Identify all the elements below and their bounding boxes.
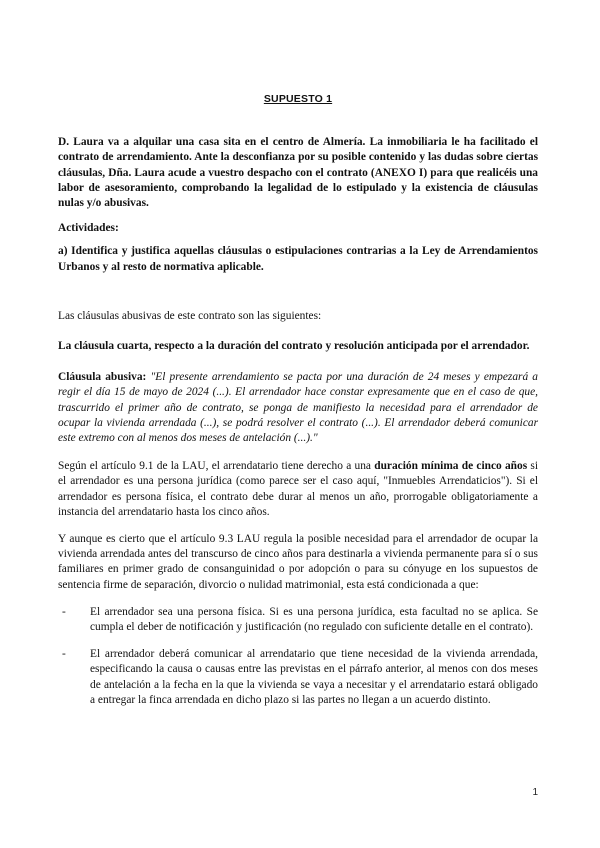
article-9-3-paragraph: Y aunque es cierto que el artículo 9.3 LAU regula la posible necesidad para el arrendador de ocupar la vivienda arrendada antes del transcurso de cinco años para destinarla a vivienda permanente para sí o sus familiares en primer grado de consanguinidad o por adopción o para su cónyuge en los supuestos de sentencia firme de separación, divorcio o nulidad matrimonial, esta está condicionada a que: bbox=[58, 533, 538, 591]
para1-highlight: duración mínima de cinco años bbox=[374, 460, 528, 473]
intro-paragraph: D. Laura va a alquilar una casa sita en el centro de Almería. La inmobiliaria le ha facilitado el contrato de arrendamiento. Ante la desconfianza por su posible contenido y las dudas sobre ciertas cláusulas, Dña. Laura acude a vuestro despacho con el contrato (ANEXO I) para que realicéis una labor de asesoramiento, comprobando la legalidad de lo estipulado y la existencia de cláusulas nulas y/o abusivas. bbox=[58, 136, 538, 210]
list-item-text: El arrendador sea una persona física. Si es una persona jurídica, esta facultad no se aplica. Se cumpla el deber de notificación y justificación (no regulado con suficiente detalle en el contrato). bbox=[90, 605, 538, 634]
clause-text: "El presente arrendamiento se pacta por una duración de 24 meses y empezará a regir el día 15 de mayo de 2024 (...). El arrendador hace constar expresamente que en el caso de que, trascurrido el primer año de contrato, se ponga de manifiesto la necesidad para el arrendador de ocupar la vivienda arrendada (...), se podrá resolver el contrato (...). El arrendador deberá comunicar este extremo con al menos dos meses de antelación (...)." bbox=[58, 371, 538, 445]
list-dash: - bbox=[62, 648, 66, 661]
conditions-list bbox=[58, 605, 538, 708]
page-title: SUPUESTO 1 bbox=[263, 93, 333, 105]
list-dash: - bbox=[62, 605, 66, 618]
article-9-1-paragraph bbox=[58, 459, 538, 520]
lead-paragraph: Las cláusulas abusivas de este contrato son las siguientes: bbox=[58, 309, 322, 322]
activities-label: Actividades: bbox=[58, 222, 119, 235]
list-item-text: El arrendador deberá comunicar al arrendatario que tiene necesidad de la vivienda arrendada, especificando la causa o causas entre las previstas en el párrafo anterior, al menos con dos meses de antelación a la fecha en la que la vivienda se vaya a necesitar y el arrendatario estará obligado a entregar la finca arrendada en dicho plazo si las partes no llegan a un acuerdo distinto. bbox=[90, 648, 538, 706]
page-number: 1 bbox=[532, 787, 538, 798]
para1-end: si el arrendador es una persona jurídica (como parece ser el caso aquí, "Inmuebles Arrendaticios"). Si el arrendador es persona física, el contrato debe durar al menos un año, prorrogable obligatoriamente a instancia del arrendatario hasta los cinco años. bbox=[58, 460, 538, 518]
activity-a: a) Identifica y justifica aquellas cláusulas o estipulaciones contrarias a la Ley de Arrendamientos Urbanos y al resto de normativa aplicable. bbox=[58, 245, 538, 273]
list-item bbox=[58, 647, 538, 708]
para1-start: Según el artículo 9.1 de la LAU, el arrendatario tiene derecho a una bbox=[58, 460, 375, 473]
clause-four-heading: La cláusula cuarta, respecto a la duración del contrato y resolución anticipada por el arrendador. bbox=[58, 340, 530, 353]
list-item bbox=[58, 605, 538, 635]
abusive-clause-quote bbox=[58, 370, 538, 446]
clause-label: Cláusula abusiva: bbox=[58, 371, 147, 384]
